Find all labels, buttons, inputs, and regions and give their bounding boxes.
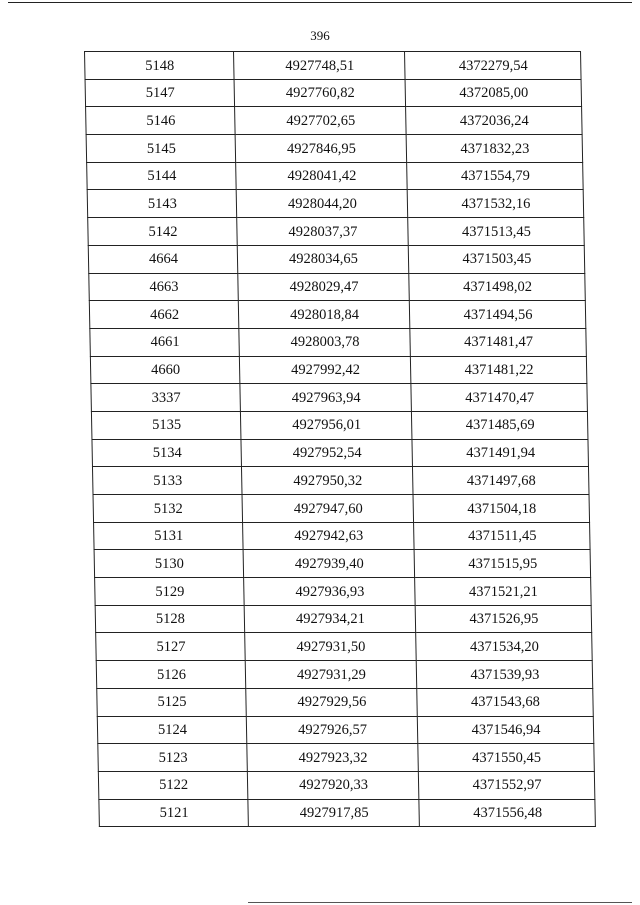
y-coordinate-cell: 4371832,23 — [406, 135, 582, 163]
point-number-cell: 5131 — [94, 522, 243, 550]
table-row — [95, 605, 592, 633]
point-number-cell: 4661 — [90, 328, 239, 356]
x-coordinate-cell: 4927920,33 — [248, 771, 419, 799]
table-row — [96, 661, 593, 689]
y-coordinate-cell: 4371513,45 — [408, 218, 584, 246]
point-number-cell: 5125 — [97, 688, 246, 716]
table-row — [98, 744, 595, 772]
coordinates-table — [84, 51, 596, 827]
point-number-cell: 3337 — [91, 384, 240, 412]
x-coordinate-cell: 4927992,42 — [240, 356, 411, 384]
point-number-cell: 4662 — [90, 301, 239, 329]
x-coordinate-cell: 4927952,54 — [241, 439, 412, 467]
table-row — [98, 771, 595, 799]
y-coordinate-cell: 4371539,93 — [416, 661, 592, 689]
y-coordinate-cell: 4371494,56 — [410, 301, 586, 329]
x-coordinate-cell: 4927963,94 — [240, 384, 411, 412]
point-number-cell: 5127 — [96, 633, 245, 661]
y-coordinate-cell: 4371515,95 — [414, 550, 590, 578]
table-row — [86, 135, 583, 163]
y-coordinate-cell: 4371521,21 — [415, 578, 591, 606]
point-number-cell: 5146 — [86, 107, 235, 135]
point-number-cell: 4663 — [89, 273, 238, 301]
point-number-cell: 4660 — [91, 356, 240, 384]
x-coordinate-cell: 4927923,32 — [247, 744, 418, 772]
y-coordinate-cell: 4371556,48 — [419, 799, 595, 827]
x-coordinate-cell: 4927956,01 — [241, 411, 412, 439]
x-coordinate-cell: 4927917,85 — [248, 799, 419, 827]
table-row — [92, 467, 589, 495]
y-coordinate-cell: 4371498,02 — [409, 273, 585, 301]
y-coordinate-cell: 4371504,18 — [413, 495, 589, 523]
x-coordinate-cell: 4927926,57 — [247, 716, 418, 744]
bottom-border-rule — [248, 902, 632, 903]
table-row — [90, 356, 587, 384]
x-coordinate-cell: 4927934,21 — [244, 605, 415, 633]
point-number-cell: 5130 — [94, 550, 243, 578]
y-coordinate-cell: 4371526,95 — [415, 605, 591, 633]
table-row — [88, 218, 585, 246]
point-number-cell: 5144 — [87, 162, 236, 190]
coordinates-table-body — [85, 52, 596, 827]
x-coordinate-cell: 4927947,60 — [242, 495, 413, 523]
y-coordinate-cell: 4371534,20 — [416, 633, 592, 661]
point-number-cell: 5126 — [96, 661, 245, 689]
point-number-cell: 5148 — [85, 52, 234, 80]
y-coordinate-cell: 4371511,45 — [414, 522, 590, 550]
coordinates-table-container — [84, 51, 599, 827]
y-coordinate-cell: 4371497,68 — [413, 467, 589, 495]
table-row — [88, 245, 585, 273]
table-row — [90, 328, 587, 356]
y-coordinate-cell: 4371470,47 — [411, 384, 587, 412]
x-coordinate-cell: 4927929,56 — [246, 688, 417, 716]
x-coordinate-cell: 4927931,29 — [245, 661, 416, 689]
x-coordinate-cell: 4927748,51 — [234, 52, 405, 80]
point-number-cell: 5135 — [92, 411, 241, 439]
x-coordinate-cell: 4927702,65 — [235, 107, 406, 135]
table-row — [96, 633, 593, 661]
y-coordinate-cell: 4371554,79 — [407, 162, 583, 190]
x-coordinate-cell: 4927760,82 — [234, 79, 405, 107]
table-row — [85, 79, 582, 107]
x-coordinate-cell: 4927939,40 — [243, 550, 414, 578]
x-coordinate-cell: 4928044,20 — [236, 190, 407, 218]
y-coordinate-cell: 4371532,16 — [407, 190, 583, 218]
point-number-cell: 5145 — [86, 135, 235, 163]
x-coordinate-cell: 4928034,65 — [237, 245, 408, 273]
table-row — [86, 107, 583, 135]
table-row — [93, 495, 590, 523]
x-coordinate-cell: 4928041,42 — [236, 162, 407, 190]
y-coordinate-cell: 4372085,00 — [405, 79, 581, 107]
x-coordinate-cell: 4928003,78 — [239, 328, 410, 356]
y-coordinate-cell: 4371543,68 — [417, 688, 593, 716]
point-number-cell: 5134 — [92, 439, 241, 467]
x-coordinate-cell: 4928037,37 — [237, 218, 408, 246]
point-number-cell: 5124 — [98, 716, 247, 744]
table-row — [89, 301, 586, 329]
point-number-cell: 5147 — [85, 79, 234, 107]
x-coordinate-cell: 4928029,47 — [238, 273, 409, 301]
top-border-rule — [8, 2, 632, 3]
point-number-cell: 5133 — [93, 467, 242, 495]
y-coordinate-cell: 4371481,22 — [411, 356, 587, 384]
point-number-cell: 5121 — [99, 799, 248, 827]
x-coordinate-cell: 4927942,63 — [243, 522, 414, 550]
table-row — [97, 716, 594, 744]
x-coordinate-cell: 4927846,95 — [235, 135, 406, 163]
table-row — [91, 411, 588, 439]
y-coordinate-cell: 4371491,94 — [412, 439, 588, 467]
y-coordinate-cell: 4372036,24 — [406, 107, 582, 135]
point-number-cell: 5129 — [95, 578, 244, 606]
point-number-cell: 5132 — [93, 495, 242, 523]
y-coordinate-cell: 4371552,97 — [419, 771, 595, 799]
table-row — [85, 52, 582, 80]
table-row — [91, 384, 588, 412]
table-row — [87, 190, 584, 218]
table-row — [89, 273, 586, 301]
table-row — [95, 578, 592, 606]
point-number-cell: 5142 — [88, 218, 237, 246]
table-row — [94, 522, 591, 550]
x-coordinate-cell: 4928018,84 — [239, 301, 410, 329]
y-coordinate-cell: 4371485,69 — [412, 411, 588, 439]
table-row — [92, 439, 589, 467]
point-number-cell: 4664 — [88, 245, 237, 273]
page-number: 396 — [310, 28, 330, 43]
table-row — [97, 688, 594, 716]
y-coordinate-cell: 4371481,47 — [410, 328, 586, 356]
x-coordinate-cell: 4927936,93 — [244, 578, 415, 606]
y-coordinate-cell: 4371550,45 — [418, 744, 594, 772]
x-coordinate-cell: 4927931,50 — [245, 633, 416, 661]
point-number-cell: 5123 — [98, 744, 247, 772]
y-coordinate-cell: 4371546,94 — [418, 716, 594, 744]
table-row — [94, 550, 591, 578]
point-number-cell: 5122 — [99, 771, 248, 799]
y-coordinate-cell: 4371503,45 — [408, 245, 584, 273]
y-coordinate-cell: 4372279,54 — [405, 52, 581, 80]
point-number-cell: 5128 — [95, 605, 244, 633]
table-row — [87, 162, 584, 190]
x-coordinate-cell: 4927950,32 — [242, 467, 413, 495]
point-number-cell: 5143 — [87, 190, 236, 218]
table-row — [99, 799, 596, 827]
